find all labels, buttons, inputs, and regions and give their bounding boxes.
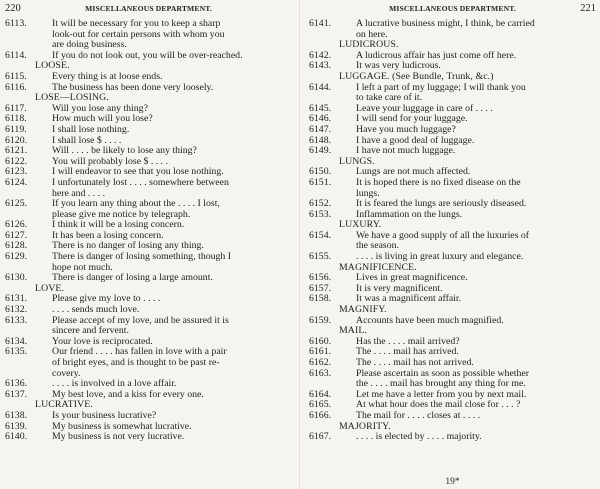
entry-text: hope not much. (52, 261, 113, 273)
section-heading: LUNGS. (339, 155, 375, 167)
section-heading: LOOSE. (35, 60, 70, 72)
phrase-entry (309, 51, 596, 62)
phrase-entry (309, 273, 596, 284)
entry-number: 6146. (309, 113, 332, 125)
entry-text: Lives in great magnificence. (356, 272, 468, 284)
entry-text: I have not much luggage. (356, 145, 456, 157)
entry-number: 6135. (5, 346, 28, 358)
entry-text: If you do not look out, you will be over-reached. (52, 49, 243, 61)
page-number: 220 (5, 3, 21, 14)
section-heading: LUCRATIVE. (35, 399, 93, 411)
entry-text: lungs. (356, 187, 380, 199)
entry-text: . . . . is elected by . . . . majority. (356, 431, 482, 443)
entry-text: Please ascertain as soon as possible whether (356, 367, 530, 379)
phrase-entry (5, 125, 292, 136)
entry-text: Have you much luggage? (356, 123, 456, 135)
entry-text: Is your business lucrative? (52, 409, 157, 421)
phrase-entry (309, 432, 596, 443)
entry-number: 6142. (309, 49, 332, 61)
section-heading: MAGNIFICENCE. (339, 261, 417, 273)
entry-text: I will send for your luggage. (356, 113, 468, 125)
page-number: 221 (580, 3, 596, 14)
entry-text: Accounts have been much magnified. (356, 314, 504, 326)
entry-text: My business is somewhat lucrative. (52, 420, 192, 432)
entry-text: I left a part of my luggage; I will thank you (356, 81, 526, 93)
phrase-entry (5, 114, 292, 125)
entry-number (5, 30, 52, 41)
entry-number: 6137. (5, 388, 28, 400)
signature-mark: 19* (445, 477, 460, 487)
entry-number: 6157. (309, 282, 332, 294)
phrase-entry (5, 316, 292, 327)
entry-number: 6161. (309, 346, 332, 358)
entry-text: It is hoped there is no fixed disease on the (356, 176, 521, 188)
entry-number: 6116. (5, 81, 27, 93)
entry-text: Has the . . . . mail arrived? (356, 335, 460, 347)
entry-text: here and . . . . (52, 187, 106, 199)
entry-number: 6163. (309, 367, 332, 379)
entry-number: 6143. (309, 60, 332, 72)
phrase-entry (309, 178, 596, 189)
phrase-entry (5, 19, 292, 30)
entry-number: 6117. (5, 102, 27, 114)
entry-number: 6123. (5, 166, 28, 178)
entry-text: It will be necessary for you to keep a sharp (52, 18, 221, 29)
entry-text: covery. (52, 367, 81, 379)
entry-number: 6167. (309, 431, 332, 443)
entry-text: I shall lose $ . . . . (52, 134, 122, 146)
entry-text: I unfortunately lost . . . . somewhere between (52, 176, 229, 188)
entry-number: 6139. (5, 420, 28, 432)
entry-number: 6130. (5, 272, 28, 284)
entry-text: Your love is reciprocated. (52, 335, 153, 347)
phrase-entry (309, 231, 596, 242)
phrase-entry (309, 19, 596, 30)
entry-text: Will . . . . be likely to lose any thing? (52, 145, 197, 157)
entry-text: It has been a losing concern. (52, 229, 164, 241)
entry-text: It is very magnificent. (356, 282, 443, 294)
entry-text: sincere and fervent. (52, 325, 129, 337)
entry-text: I have a good deal of luggage. (356, 134, 475, 146)
entry-text: I shall lose nothing. (52, 123, 130, 135)
entry-number: 6126. (5, 219, 28, 231)
section-heading: LUGGAGE. (See Bundle, Trunk, &c.) (339, 70, 494, 82)
entry-text: Please accept of my love, and be assured it is (52, 314, 229, 326)
entry-number: 6118. (5, 113, 27, 125)
entry-number: 6164. (309, 388, 332, 400)
running-head: MISCELLANEOUS DEPARTMENT. (85, 4, 212, 13)
right-page (309, 3, 596, 487)
entry-text: A ludicrous affair has just come off here. (356, 49, 517, 61)
section-heading: MAJORITY. (339, 420, 391, 432)
left-page (5, 3, 292, 487)
entry-number: 6132. (5, 304, 28, 316)
entry-number: 6141. (309, 18, 332, 29)
entry-number: 6114. (5, 49, 27, 61)
entry-text: Lungs are not much affected. (356, 166, 471, 178)
entry-text: on here. (356, 28, 388, 40)
section-heading: LUDICROUS. (339, 39, 399, 51)
phrase-entry (5, 411, 292, 422)
entry-number: 6150. (309, 166, 332, 178)
entry-text: . . . . is involved in a love affair. (52, 378, 177, 390)
entry-number: 6125. (5, 198, 28, 210)
phrase-entry (5, 72, 292, 83)
entry-text: There is danger of losing a large amount. (52, 272, 213, 284)
page-header (309, 3, 596, 19)
entry-text: We have a good supply of all the luxuries of (356, 229, 530, 241)
entry-number: 6151. (309, 176, 332, 188)
entry-number: 6148. (309, 134, 332, 146)
entry-text: are doing business. (52, 39, 127, 51)
section-heading: MAGNIFY. (339, 304, 387, 316)
entry-number: 6165. (309, 399, 332, 411)
entry-number: 6140. (5, 431, 28, 443)
entry-number: 6131. (5, 293, 28, 305)
entry-text: of bright eyes, and is thought to be past re- (52, 357, 220, 368)
entry-number: 6145. (309, 102, 332, 114)
gutter (299, 0, 300, 489)
entry-text: Our friend . . . . has fallen in love with a pair (52, 346, 227, 358)
section-heading: MAIL. (339, 325, 367, 337)
entry-number: 6162. (309, 357, 332, 368)
entry-text: My business is not very lucrative. (52, 431, 185, 443)
entry-number: 6144. (309, 81, 332, 93)
phrase-entry (5, 252, 292, 263)
entry-number: 6152. (309, 198, 332, 210)
entry-text: It was a magnificent affair. (356, 293, 462, 305)
entry-number (5, 358, 52, 369)
entry-text: The mail for . . . . closes at . . . . (356, 409, 481, 421)
entry-text: . . . . is living in great luxury and elegance. (356, 251, 524, 263)
entry-text: There is danger of losing something, though I (52, 251, 232, 263)
entry-number: 6153. (309, 208, 332, 220)
entry-number: 6166. (309, 409, 332, 421)
entry-number: 6158. (309, 293, 332, 305)
entry-text: If you learn any thing about the . . . . I lost, (52, 198, 220, 210)
right-page-body (309, 19, 596, 443)
entry-text: There is no danger of losing any thing. (52, 240, 204, 252)
phrase-entry (5, 178, 292, 189)
entry-text: Every thing is at loose ends. (52, 70, 163, 82)
entry-number: 6122. (5, 155, 28, 167)
entry-number: 6115. (5, 70, 27, 82)
entry-text: I think it will be a losing concern. (52, 219, 185, 231)
entry-number: 6124. (5, 176, 28, 188)
entry-text: to take care of it. (356, 92, 423, 104)
entry-number: 6156. (309, 272, 332, 284)
phrase-entry (309, 358, 596, 369)
page-header (5, 3, 292, 19)
entry-text: the season. (356, 240, 399, 252)
entry-text: Leave your luggage in care of . . . . (356, 102, 493, 114)
entry-text: look-out for certain persons with whom you (52, 28, 225, 40)
entry-number: 6160. (309, 335, 332, 347)
entry-number: 6136. (5, 378, 28, 390)
entry-number: 6147. (309, 123, 332, 135)
entry-number: 6138. (5, 409, 28, 421)
entry-number: 6119. (5, 123, 27, 135)
entry-text: The . . . . mail has arrived. (356, 346, 459, 358)
entry-text: Will you lose any thing? (52, 102, 148, 114)
entry-text: A lucrative business might, I think, be carried (356, 18, 535, 29)
entry-text: The . . . . mail has not arrived. (356, 357, 474, 368)
entry-text: Let me have a letter from you by next mail. (356, 388, 527, 400)
phrase-entry (309, 83, 596, 94)
entry-number: 6127. (5, 229, 28, 241)
entry-text: I will endeavor to see that you lose nothing. (52, 166, 224, 178)
entry-text: Inflammation on the lungs. (356, 208, 463, 220)
phrase-entry (5, 294, 292, 305)
phrase-continuation (5, 358, 292, 369)
entry-text: Please give my love to . . . . (52, 293, 161, 305)
entry-text: How much will you lose? (52, 113, 153, 125)
entry-number: 6113. (5, 18, 27, 29)
entry-text: . . . . sends much love. (52, 304, 140, 316)
section-heading: LOSE—LOSING. (35, 92, 109, 104)
entry-number: 6134. (5, 335, 28, 347)
entry-number: 6128. (5, 240, 28, 252)
entry-text: It is feared the lungs are seriously diseased. (356, 198, 527, 210)
entry-text: the . . . . mail has brought any thing for me. (356, 378, 526, 390)
entry-number: 6120. (5, 134, 28, 146)
phrase-entry (5, 432, 292, 443)
entry-number: 6154. (309, 229, 332, 241)
section-heading: LUXURY. (339, 219, 382, 231)
entry-text: At what hour does the mail close for . . . ? (356, 399, 521, 411)
entry-number: 6121. (5, 145, 28, 157)
left-page-body (5, 19, 292, 443)
entry-text: The business has been done very loosely. (52, 81, 214, 93)
entry-number: 6129. (5, 251, 28, 263)
entry-text: You will probably lose $ . . . . (52, 155, 169, 167)
phrase-entry (309, 125, 596, 136)
section-heading: LOVE. (35, 282, 65, 294)
entry-text: My best love, and a kiss for every one. (52, 388, 204, 400)
entry-text: please give me notice by telegraph. (52, 208, 191, 220)
entry-number: 6133. (5, 314, 28, 326)
phrase-continuation (5, 30, 292, 41)
running-head: MISCELLANEOUS DEPARTMENT. (389, 4, 516, 13)
entry-text: It was very ludicrous. (356, 60, 441, 72)
entry-number: 6159. (309, 314, 332, 326)
entry-number: 6155. (309, 251, 332, 263)
phrase-entry (309, 411, 596, 422)
entry-number: 6149. (309, 145, 332, 157)
